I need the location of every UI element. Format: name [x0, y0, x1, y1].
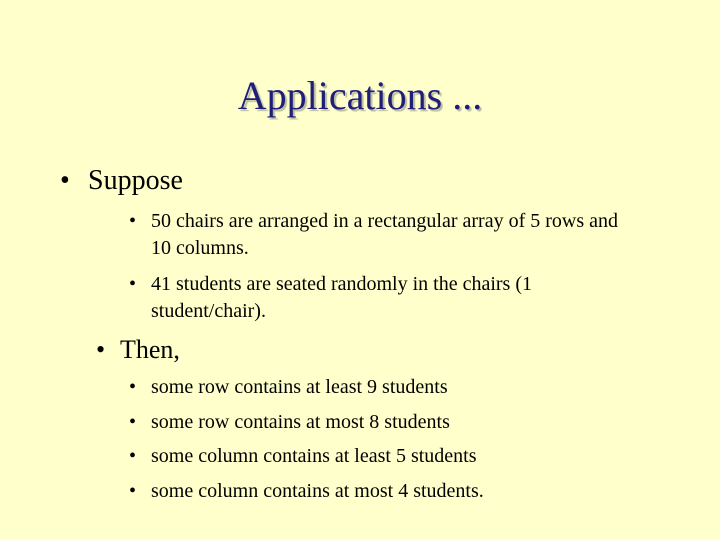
conclusion-item — [129, 444, 477, 468]
sub-bullet-chairs-text: 50 chairs are arranged in a rectangular array of 5 rows and 10 columns. — [151, 210, 618, 259]
bullet-glyph: • — [96, 335, 106, 364]
conclusion-text: some row contains at least 9 students — [151, 376, 448, 398]
conclusion-text: some column contains at least 5 students — [151, 445, 477, 467]
bullet-glyph: • — [60, 165, 70, 196]
conclusion-text: some column contains at most 4 students. — [151, 480, 484, 502]
conclusion-item — [129, 479, 484, 503]
sub-bullet-chairs — [129, 208, 621, 262]
slide-title: Applications ... — [237, 73, 483, 118]
bullet-then — [96, 333, 180, 367]
bullet-then-text: Then, — [120, 335, 180, 364]
bullet-glyph: • — [129, 445, 137, 467]
bullet-glyph: • — [129, 376, 137, 398]
sub-bullet-students — [129, 271, 621, 325]
conclusion-text: some row contains at most 8 students — [151, 411, 450, 433]
bullet-glyph: • — [129, 210, 137, 232]
conclusion-item — [129, 410, 450, 434]
sub-bullet-students-text: 41 students are seated randomly in the chairs (1 student/chair). — [151, 273, 532, 322]
bullet-suppose — [60, 163, 183, 199]
bullet-glyph: • — [129, 411, 137, 433]
bullet-glyph: • — [129, 480, 137, 502]
bullet-suppose-text: Suppose — [88, 165, 183, 196]
bullet-glyph: • — [129, 273, 137, 295]
conclusion-item — [129, 375, 448, 399]
